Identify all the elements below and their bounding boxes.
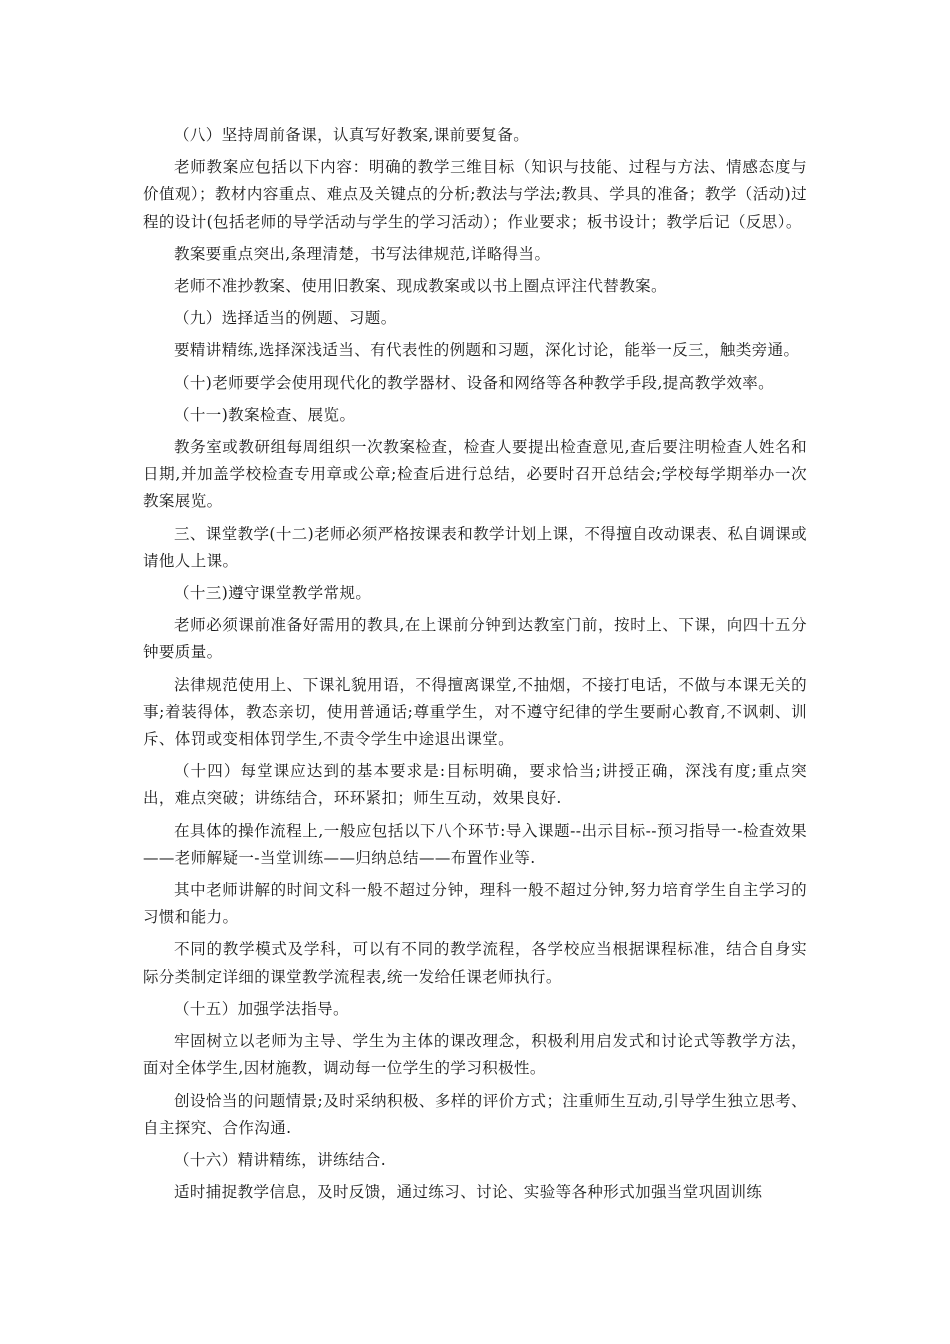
document-body bbox=[143, 122, 807, 1211]
paragraph-lecture-time: 其中老师讲解的时间文科一般不超过分钟，理科一般不超过分钟,努力培育学生自主学习的习惯和能力。 bbox=[143, 881, 807, 927]
paragraph-reform-concept: 牢固树立以老师为主导、学生为主体的课改理念，积极利用启发式和讨论式等教学方法，面对全体学生,因材施教，调动每一位学生的学习积极性。 bbox=[143, 1032, 807, 1078]
paragraph-section-9-heading: （九）选择适当的例题、习题。 bbox=[174, 309, 397, 328]
paragraph-problem-scenarios: 创设恰当的问题情景;及时采纳积极、多样的评价方式；注重师生互动,引导学生独立思考、自主探究、合作沟通. bbox=[143, 1091, 807, 1137]
paragraph-teaching-modes: 不同的教学模式及学科，可以有不同的教学流程，各学校应当根据课程标准，结合自身实际分类制定详细的课堂教学流程表,统一发给任课老师执行。 bbox=[143, 940, 807, 986]
paragraph-classroom-teaching-12: 三、课堂教学(十二)老师必须严格按课表和教学计划上课，不得擅自改动课表、私自调课或请他人上课。 bbox=[143, 524, 807, 570]
paragraph-section-14-requirements: （十四）每堂课应达到的基本要求是:目标明确，要求恰当;讲授正确，深浅有度;重点突出，难点突破；讲练结合，环环紧扣；师生互动，效果良好. bbox=[143, 762, 807, 808]
paragraph-section-13-heading: （十三)遵守课堂教学常规。 bbox=[174, 584, 372, 603]
paragraph-section-10: （十)老师要学会使用现代化的教学器材、设备和网络等各种教学手段,提高教学效率。 bbox=[174, 373, 775, 392]
paragraph-section-16-heading: （十六）精讲精练，讲练结合. bbox=[174, 1150, 387, 1169]
paragraph-lesson-plan-contents: 老师教案应包括以下内容：明确的教学三维目标（知识与技能、过程与方法、情感态度与价值观）；教材内容重点、难点及关键点的分析;教法与学法;教具、学具的准备；教学（活动)过程的设计(包括老师的导学活动与学生的学习活动）；作业要求；板书设计；教学后记（反思）。 bbox=[143, 158, 807, 231]
paragraph-lesson-plan-style: 教案要重点突出,条理清楚，书写法律规范,详略得当。 bbox=[174, 244, 551, 263]
paragraph-feedback-training: 适时捕捉教学信息，及时反馈，通过练习、讨论、实验等各种形式加强当堂巩固训练 bbox=[174, 1183, 763, 1202]
paragraph-prepare-teaching-aids: 老师必须课前准备好需用的教具,在上课前分钟到达教室门前，按时上、下课，向四十五分钟要质量。 bbox=[143, 616, 807, 662]
paragraph-no-copying: 老师不准抄教案、使用旧教案、现成教案或以书上圈点评注代替教案。 bbox=[174, 277, 667, 296]
paragraph-section-8-heading: （八）坚持周前备课，认真写好教案,课前要复备。 bbox=[174, 126, 530, 144]
paragraph-inspection: 教务室或教研组每周组织一次教案检查，检查人要提出检查意见,查后要注明检查人姓名和日期,并加盖学校检查专用章或公章;检查后进行总结，必要时召开总结会;学校每学期举办一次教案展览。 bbox=[143, 438, 807, 511]
paragraph-operation-flow: 在具体的操作流程上,一般应包括以下八个环节:导入课题--出示目标--预习指导一-检查效果——老师解疑一-当堂训练——归纳总结——布置作业等. bbox=[143, 821, 807, 867]
paragraph-classroom-conduct: 法律规范使用上、下课礼貌用语，不得擅离课堂,不抽烟，不接打电话，不做与本课无关的事;着装得体，教态亲切，使用普通话;尊重学生，对不遵守纪律的学生要耐心教育,不讽刺、训斥、体罚或变相体罚学生,不责令学生中途退出课堂。 bbox=[143, 675, 807, 749]
paragraph-examples-exercises: 要精讲精练,选择深浅适当、有代表性的例题和习题，深化讨论，能举一反三，触类旁通。 bbox=[174, 341, 800, 360]
paragraph-section-15-heading: （十五）加强学法指导。 bbox=[174, 999, 349, 1018]
paragraph-section-11-heading: （十一)教案检查、展览。 bbox=[174, 405, 356, 424]
